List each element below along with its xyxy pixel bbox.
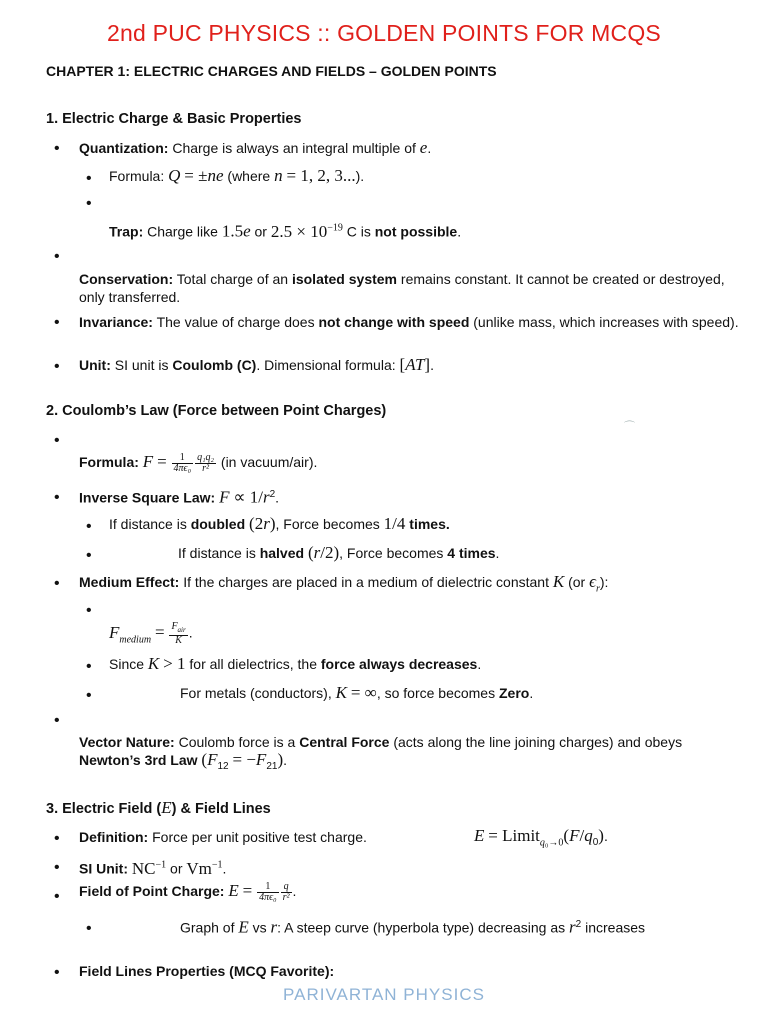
bullet: • bbox=[86, 658, 92, 675]
footer-watermark: PARIVARTAN PHYSICS bbox=[283, 985, 485, 1004]
trap-point: Trap: Charge like 1.5e or $2.5 \times 10^{-19}$ C is not possible. bbox=[109, 221, 462, 241]
section-2-heading: 2. Coulomb’s Law (Force between Point Charges) bbox=[46, 403, 387, 419]
since-point: Since K > 1 for all dielectrics, the force always decreases. bbox=[109, 654, 482, 673]
medium-force-formula: $F_{medium}$ = $\frac{F_{air}}{K}$ . bbox=[109, 621, 193, 646]
graph-point: Graph of E vs r: A steep curve (hyperbola type) decreasing as $r^2$ increases bbox=[180, 917, 646, 937]
bullet: • bbox=[54, 859, 60, 876]
point-charge-field: Field of Point Charge: E = $\frac{1}{\text{4πϵ₀}}$ $\frac{q}{\text{r²}}$ . bbox=[79, 881, 297, 903]
bullet: • bbox=[86, 170, 92, 187]
bullet: • bbox=[54, 314, 60, 331]
bullet: • bbox=[54, 888, 60, 905]
conservation-point: Conservation: Total charge of an isolated system remains constant. It cannot be created or destroyed, only transferred. bbox=[79, 271, 725, 305]
bullet: • bbox=[54, 489, 60, 506]
page-title: 2nd PUC PHYSICS :: GOLDEN POINTS FOR MCQS bbox=[107, 20, 661, 46]
vector-nature-point: Vector Nature: Coulomb force is a Central Force (acts along the line joining charges) and obeys Newton’s 3rd Law $(F_{12} = -F_{21})$. bbox=[79, 734, 683, 772]
bullet: • bbox=[54, 830, 60, 847]
section-3-heading: 3. Electric Field (E) & Field Lines bbox=[46, 798, 271, 817]
bullet: • bbox=[86, 602, 92, 619]
si-unit-point: SI Unit: $NC^{-1}$ or $Vm^{-1}$. bbox=[79, 858, 227, 878]
bullet: • bbox=[86, 195, 92, 212]
medium-effect-point: Medium Effect: If the charges are placed in a medium of dielectric constant K (or $\epsilon_r$): bbox=[79, 572, 609, 595]
bullet: • bbox=[86, 920, 92, 937]
invariance-point: Invariance: The value of charge does not change with speed (unlike mass, which increases with speed). bbox=[79, 314, 739, 330]
bullet: • bbox=[54, 358, 60, 375]
field-lines-point: Field Lines Properties (MCQ Favorite): bbox=[79, 963, 335, 979]
definition-point: Definition: Force per unit positive test charge. bbox=[79, 829, 367, 845]
bullet: • bbox=[86, 518, 92, 535]
bullet: • bbox=[54, 140, 60, 157]
halved-distance: If distance is halved (r/2), Force becomes 4 times. bbox=[178, 543, 500, 562]
quantization-point: Quantization: Charge is always an integral multiple of e. bbox=[79, 138, 432, 157]
metals-point: For metals (conductors), K = ∞, so force becomes Zero. bbox=[180, 683, 534, 702]
section-1-heading: 1. Electric Charge & Basic Properties bbox=[46, 111, 302, 127]
bullet: • bbox=[54, 248, 60, 265]
bullet: • bbox=[54, 575, 60, 592]
field-definition-formula: $E = Limit_{q_0\to 0}(F/q_0)$. bbox=[474, 826, 608, 849]
inverse-square-point: Inverse Square Law: $F \propto 1/r^2$. bbox=[79, 487, 280, 507]
bullet: • bbox=[86, 547, 92, 564]
charge-formula: Formula: Q = ±ne (where n = 1, 2, 3...). bbox=[109, 166, 365, 185]
bullet: • bbox=[86, 687, 92, 704]
bullet: • bbox=[54, 964, 60, 981]
chapter-heading: CHAPTER 1: ELECTRIC CHARGES AND FIELDS – GOLDEN POINTS bbox=[46, 63, 497, 79]
coulomb-formula: Formula: F = $\frac{1}{\text{4πϵ₀}}$ $\frac{\text{q₁q₂}}{\text{r²}}$ (in vacuum/air). bbox=[79, 452, 318, 474]
doubled-distance: If distance is doubled (2r), Force becomes 1/4 times. bbox=[109, 514, 450, 533]
bullet: • bbox=[54, 432, 60, 449]
bullet: • bbox=[54, 712, 60, 729]
unit-point: Unit: SI unit is Coulomb (C). Dimensional formula: [AT]. bbox=[79, 355, 434, 374]
decoration-mark: ⌒ bbox=[624, 421, 635, 433]
